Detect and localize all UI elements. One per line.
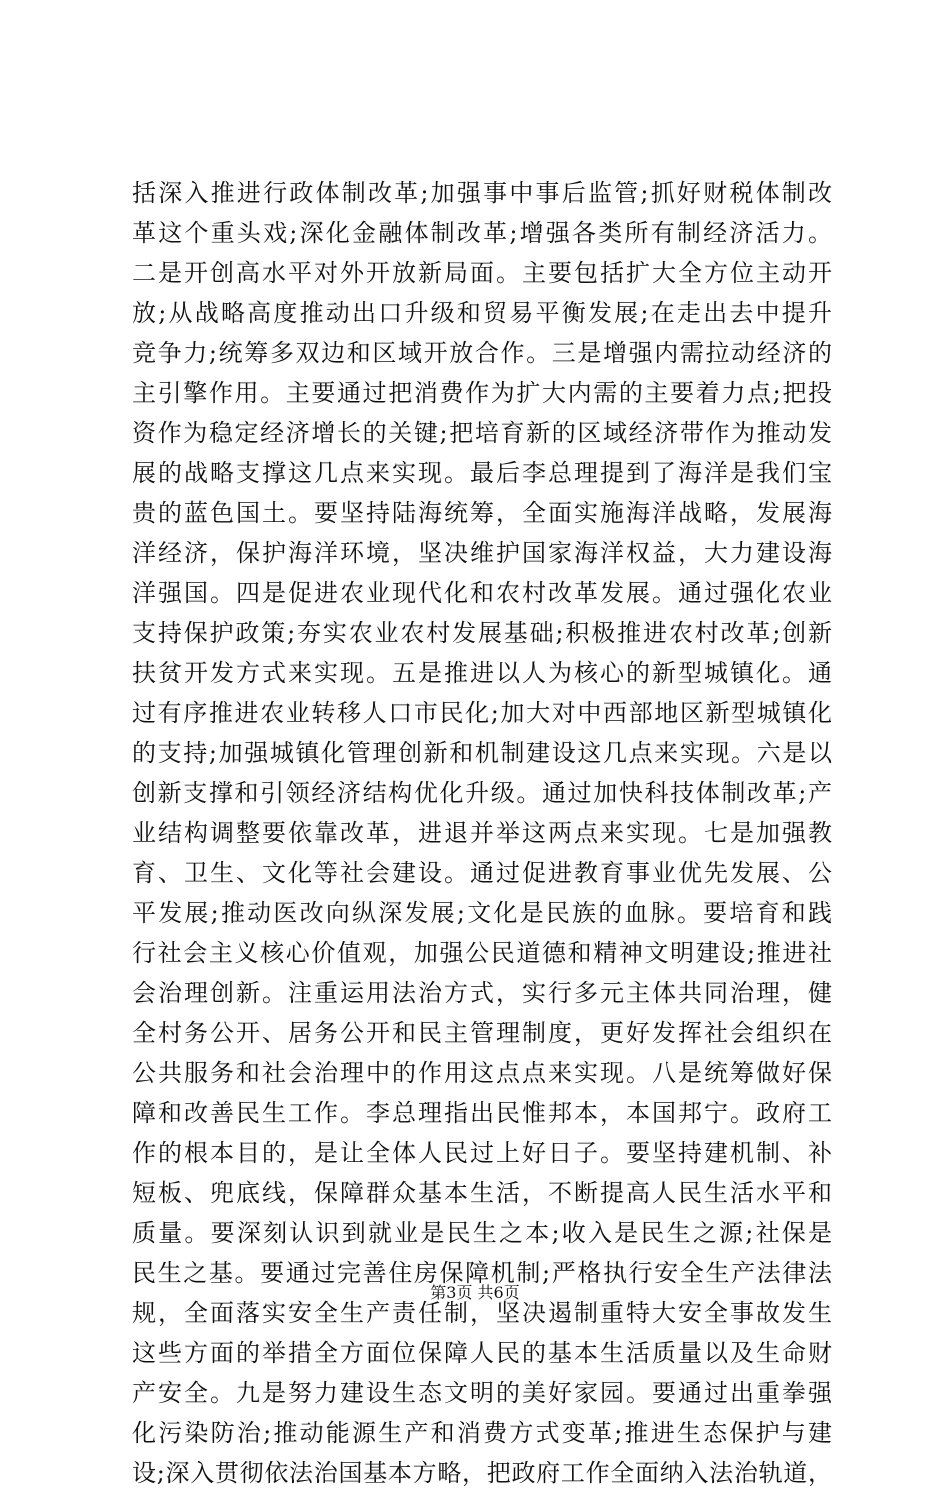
text-line: 业结构调整要依靠改革，进退并举这两点来实现。七是加强教 — [132, 819, 832, 847]
text-line: 障和改善民生工作。李总理指出民惟邦本，本国邦宁。政府工 — [132, 1099, 832, 1127]
text-line: 展的战略支撑这几点来实现。最后李总理提到了海洋是我们宝 — [132, 459, 832, 487]
text-line: 全村务公开、居务公开和民主管理制度，更好发挥社会组织在 — [132, 1019, 832, 1047]
text-line: 民生之基。要通过完善住房保障机制;严格执行安全生产法律法 — [132, 1259, 832, 1287]
text-line: 这些方面的举措全方面位保障人民的基本生活质量以及生命财 — [132, 1339, 832, 1367]
text-line: 规，全面落实安全生产责任制，坚决遏制重特大安全事故发生 — [132, 1299, 832, 1327]
text-line: 贵的蓝色国土。要坚持陆海统筹，全面实施海洋战略，发展海 — [132, 499, 832, 527]
text-line: 会治理创新。注重运用法治方式，实行多元主体共同治理，健 — [132, 979, 832, 1007]
text-line: 产安全。九是努力建设生态文明的美好家园。要通过出重拳强 — [132, 1379, 832, 1407]
text-line: 育、卫生、文化等社会建设。通过促进教育事业优先发展、公 — [132, 859, 832, 887]
text-line: 放;从战略高度推动出口升级和贸易平衡发展;在走出去中提升 — [132, 299, 832, 327]
text-line: 洋经济，保护海洋环境，坚决维护国家海洋权益，大力建设海 — [132, 539, 832, 567]
text-line: 创新支撑和引领经济结构优化升级。通过加快科技体制改革;产 — [132, 779, 832, 807]
page-footer: 第3页 共6页 — [430, 1283, 520, 1302]
text-line: 扶贫开发方式来实现。五是推进以人为核心的新型城镇化。通 — [132, 659, 832, 687]
text-line: 的支持;加强城镇化管理创新和机制建设这几点来实现。六是以 — [132, 739, 832, 767]
text-line: 质量。要深刻认识到就业是民生之本;收入是民生之源;社保是 — [132, 1219, 832, 1247]
text-line: 平发展;推动医改向纵深发展;文化是民族的血脉。要培育和践 — [132, 899, 832, 927]
text-line: 支持保护政策;夯实农业农村发展基础;积极推进农村改革;创新 — [132, 619, 832, 647]
text-line: 设;深入贯彻依法治国基本方略，把政府工作全面纳入法治轨道， — [132, 1459, 832, 1487]
text-line: 括深入推进行政体制改革;加强事中事后监管;抓好财税体制改 — [132, 179, 832, 207]
text-line: 洋强国。四是促进农业现代化和农村改革发展。通过强化农业 — [132, 579, 832, 607]
text-line: 作的根本目的，是让全体人民过上好日子。要坚持建机制、补 — [132, 1139, 832, 1167]
text-line: 二是开创高水平对外开放新局面。主要包括扩大全方位主动开 — [132, 259, 832, 287]
text-line: 过有序推进农业转移人口市民化;加大对中西部地区新型城镇化 — [132, 699, 832, 727]
text-line: 革这个重头戏;深化金融体制改革;增强各类所有制经济活力。 — [132, 219, 832, 247]
text-line: 公共服务和社会治理中的作用这点点来实现。八是统筹做好保 — [132, 1059, 832, 1087]
text-line: 化污染防治;推动能源生产和消费方式变革;推进生态保护与建 — [132, 1419, 832, 1447]
text-line: 竞争力;统筹多双边和区域开放合作。三是增强内需拉动经济的 — [132, 339, 832, 367]
text-line: 资作为稳定经济增长的关键;把培育新的区域经济带作为推动发 — [132, 419, 832, 447]
text-line: 行社会主义核心价值观，加强公民道德和精神文明建设;推进社 — [132, 939, 832, 967]
text-line: 短板、兜底线，保障群众基本生活，不断提高人民生活水平和 — [132, 1179, 832, 1207]
text-line: 主引擎作用。主要通过把消费作为扩大内需的主要着力点;把投 — [132, 379, 832, 407]
